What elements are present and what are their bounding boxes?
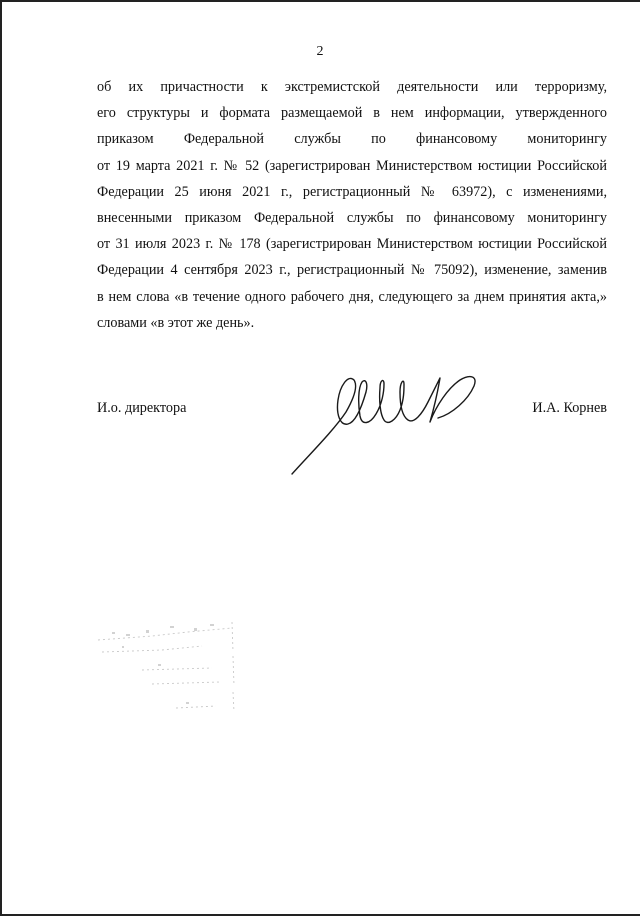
handwritten-signature [288, 368, 488, 480]
body-line: в нем слова «в течение одного рабочего дня, следующего за днем принятия акта,» [97, 288, 607, 305]
faded-stamp-mark [92, 612, 242, 716]
document-body [97, 74, 607, 336]
signer-name: И.А. Корнев [532, 400, 607, 416]
body-line: Федерации 25 июня 2021 г., регистрационный № 63972), с изменениями, [97, 183, 607, 200]
body-line: от 31 июля 2023 г. № 178 (зарегистрирован Министерством юстиции Российской [97, 236, 607, 253]
body-line: приказом Федеральной службы по финансовому мониторингу [97, 131, 607, 148]
body-line: от 19 марта 2021 г. № 52 (зарегистрирован Министерством юстиции Российской [97, 157, 607, 174]
body-line: словами «в этот же день». [97, 314, 255, 331]
body-line: его структуры и формата размещаемой в нем информации, утвержденного [97, 105, 607, 122]
body-line: внесенными приказом Федеральной службы по финансовому мониторингу [97, 210, 607, 227]
signer-position: И.о. директора [97, 400, 187, 416]
body-line: Федерации 4 сентября 2023 г., регистрационный № 75092), изменение, заменив [97, 262, 607, 279]
page-number: 2 [316, 44, 324, 59]
body-line: об их причастности к экстремистской деятельности или терроризму, [97, 79, 607, 95]
